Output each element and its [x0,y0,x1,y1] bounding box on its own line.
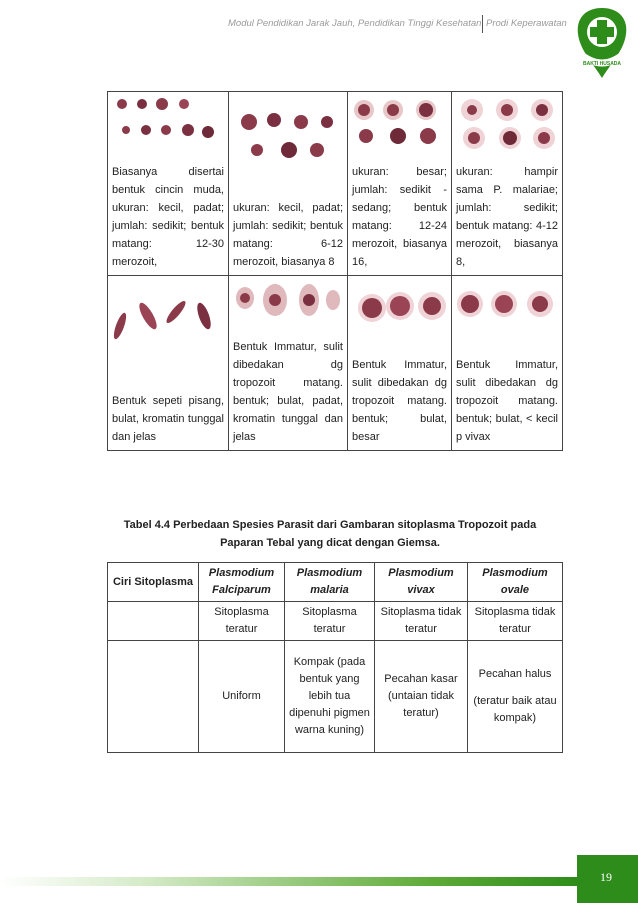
falciparum-schizont-image [108,92,226,162]
malariae-schizont-text: ukuran: kecil, padat; jumlah: sedikit; bentuk matang: 6-12 merozoit, biasanya 8 [233,202,343,268]
vivax-gametocyte-text: Bentuk Immatur, sulit dibedakan dg tropozoit matang. bentuk; bulat, besar [352,359,447,443]
header-ovale: Plasmodium ovale [468,563,563,602]
cell-ovale-gametocyte [452,276,563,451]
vivax-gametocyte-image [348,276,451,346]
header-ciri: Ciri Sitoplasma [108,563,199,602]
kemenkes-logo [570,4,634,82]
header-program: Prodi Keperawatan [486,18,567,29]
header-separator [482,15,483,33]
species-image-table [107,91,563,451]
vivax-schizont-text: ukuran: besar; jumlah: sedikit - sedang; bentuk matang: 12-24 merozoit, biasanya 16, [352,166,447,268]
caption-line-2: Paparan Tebal yang dicat dengan Giemsa. [220,537,440,549]
cell-vivax-gametocyte [348,276,452,451]
ovale-schizont-image [452,92,562,162]
page-number: 19 [600,870,612,884]
row2-c1: Uniform [199,641,285,753]
table-header-row [108,563,563,602]
logo-text: BAKTI HUSADA [582,61,622,67]
row2-c4-line2: (teratur baik atau kompak) [473,695,557,724]
vivax-schizont-image [348,92,451,162]
cell-falciparum-gametocyte [108,276,229,451]
malariae-gametocyte-image [229,276,347,346]
falciparum-gametocyte-image [108,276,226,346]
header-malaria: Plasmodium malaria [285,563,375,602]
row2-c3: Pecahan kasar (untaian tidak teratur) [375,641,468,753]
ovale-gametocyte-image [452,276,562,346]
row1-c0 [108,602,199,641]
footer-green-bar [0,877,578,886]
cell-malariae-gametocyte [229,276,348,451]
falciparum-schizont-text: Biasanya disertai bentuk cincin muda, ukuran: kecil, padat; jumlah: sedikit; bentuk matang: 12-30 merozoit, [112,166,224,268]
table-row [108,602,563,641]
row2-c4 [468,641,563,753]
row1-c4: Sitoplasma tidak teratur [468,602,563,641]
cell-vivax-schizont [348,92,452,276]
falciparum-gametocyte-text: Bentuk sepeti pisang, bulat, kromatin tunggal dan jelas [112,395,224,443]
cytoplasm-comparison-table [107,562,563,753]
header-vivax: Plasmodium vivax [375,563,468,602]
malariae-schizont-image [229,92,347,162]
table-row [108,641,563,753]
row1-c3: Sitoplasma tidak teratur [375,602,468,641]
row1-c1: Sitoplasma teratur [199,602,285,641]
ovale-gametocyte-text: Bentuk Immatur, sulit dibedakan dg tropozoit matang. bentuk; bulat, < kecil p vivax [456,359,558,443]
row2-c4-line1: Pecahan halus [478,668,552,680]
cell-ovale-schizont [452,92,563,276]
malariae-gametocyte-text: Bentuk Immatur, sulit dibedakan dg tropozoit matang. bentuk; bulat, padat, kromatin tunggal dan jelas [233,341,343,443]
row1-c2: Sitoplasma teratur [285,602,375,641]
table-caption [100,516,560,552]
header-falciparum: Plasmodium Falciparum [199,563,285,602]
cell-falciparum-schizont [108,92,229,276]
cell-malariae-schizont [229,92,348,276]
header-title: Modul Pendidikan Jarak Jauh, Pendidikan Tinggi Kesehatan [228,18,482,29]
row2-c2: Kompak (pada bentuk yang lebih tua dipenuhi pigmen warna kuning) [285,641,375,753]
row2-c0 [108,641,199,753]
caption-line-1: Tabel 4.4 Perbedaan Spesies Parasit dari Gambaran sitoplasma Tropozoit pada [123,519,537,531]
ovale-schizont-text: ukuran: hampir sama P. malariae; jumlah: sedikit; bentuk matang: 4-12 merozoit, biasanya 8, [456,166,558,268]
